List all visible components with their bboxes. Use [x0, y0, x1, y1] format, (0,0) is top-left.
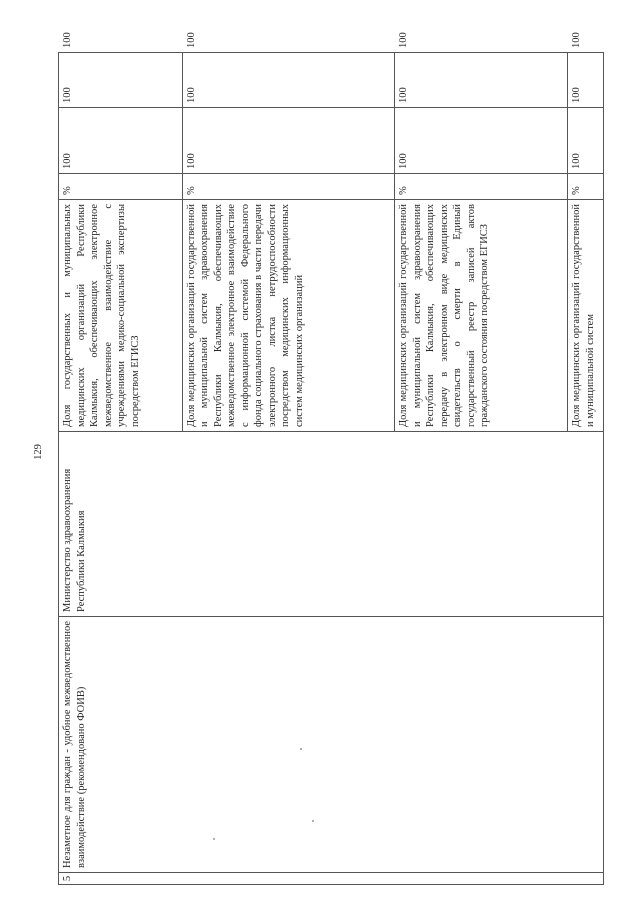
value-2: 100 — [398, 87, 410, 103]
value-3: 100 — [398, 32, 410, 48]
service-name-cell — [59, 617, 604, 873]
indicator-text-cell — [59, 200, 183, 432]
table-row — [59, 53, 183, 885]
unit-cell — [59, 174, 183, 200]
indicator-text: Доля медицинских организаций государственной и муниципальной систем — [571, 204, 596, 427]
value-cell — [568, 53, 604, 108]
value-3: 100 — [185, 32, 197, 48]
responsible-org: Министерство здравоохранения Республики Калмыкия — [62, 468, 87, 612]
row-number-cell — [59, 873, 604, 885]
value-3: 100 — [62, 32, 73, 48]
value-1: 100 — [62, 153, 73, 169]
unit-cell — [395, 174, 568, 200]
scan-speck — [312, 820, 314, 822]
page-number: 129 — [33, 444, 44, 460]
value-2: 100 — [571, 87, 583, 103]
rotated-table-container — [58, 32, 604, 885]
unit: % — [62, 186, 73, 195]
unit: % — [571, 186, 583, 195]
indicator-text-cell — [395, 200, 568, 432]
value-cell — [182, 108, 395, 174]
value-1: 100 — [398, 153, 410, 169]
value-1: 100 — [571, 153, 583, 169]
unit-cell — [182, 174, 395, 200]
unit-cell — [568, 174, 604, 200]
row-number: 5 — [62, 875, 73, 882]
indicator-text: Доля государственных и муниципальных медицинских организаций Республики Калмыкия, обеспечивающих электронное межведомственное взаимодействие с учреждениями медико-социальной экспертизы посредством ЕГИСЗ — [62, 204, 141, 427]
scan-speck — [300, 748, 302, 750]
indicator-text: Доля медицинских организаций государственной и муниципальной систем здравоохранения Республики Калмыкия, обеспечивающих передачу в электронном виде медицинских свидетельств о смерти в Единый государственный реестр записей актов гражданского состояния посредством ЕГИСЗ — [398, 204, 491, 427]
value-cell — [59, 53, 183, 108]
scan-speck — [213, 838, 215, 840]
value-cell — [568, 108, 604, 174]
indicator-text: Доля медицинских организаций государственной и муниципальной систем здравоохранения Республики Калмыкия, обеспечивающих межведомственное электронное взаимодействие с информационной системой Федерального фонда социального страхования в части передачи электронного листка нетрудоспособности посредством медицинских информационных систем медицинских организаций — [185, 204, 305, 427]
value-2: 100 — [62, 87, 73, 103]
indicator-table — [58, 32, 604, 885]
indicator-text-cell — [182, 200, 395, 432]
unit: % — [185, 186, 197, 195]
value-cell — [395, 108, 568, 174]
value-1: 100 — [185, 153, 197, 169]
value-2: 100 — [185, 87, 197, 103]
unit: % — [398, 186, 410, 195]
value-cell — [59, 108, 183, 174]
service-name: Незаметное для граждан - удобное межведомственное взаимодействие (рекомендовано ФОИВ) — [62, 621, 87, 868]
indicator-text-cell — [568, 200, 604, 432]
responsible-cell — [59, 432, 604, 617]
value-3: 100 — [571, 32, 583, 48]
value-cell — [182, 53, 395, 108]
value-cell — [395, 53, 568, 108]
